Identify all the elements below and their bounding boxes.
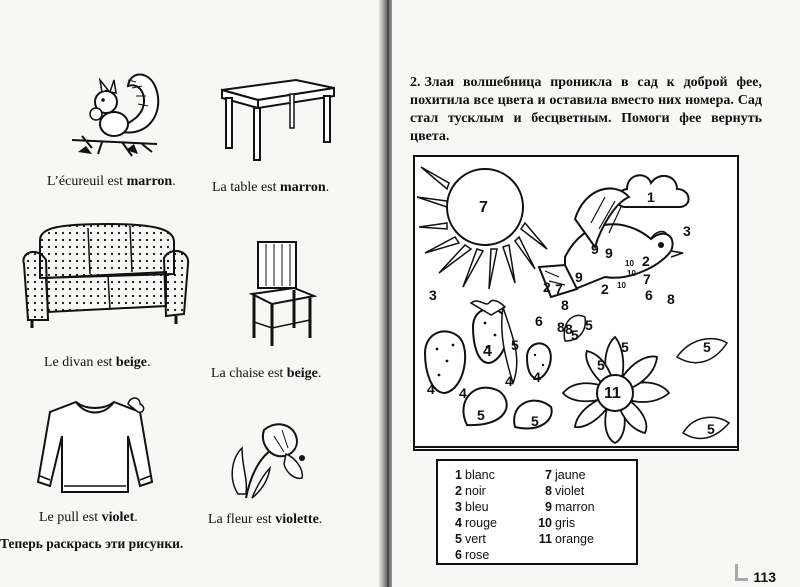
legend-color: vert xyxy=(465,532,486,546)
number-bird: 2 xyxy=(642,253,650,269)
number-leaf: 5 xyxy=(477,407,485,423)
legend-item xyxy=(448,467,497,483)
legend-column-2 xyxy=(538,467,595,547)
number-wing: 8 xyxy=(565,321,573,337)
legend-color: rose xyxy=(465,548,490,562)
legend-item xyxy=(448,499,497,515)
number-sky-left: 3 xyxy=(429,287,437,303)
page-number: 113 xyxy=(753,569,776,585)
squirrel-picture xyxy=(62,62,170,162)
legend-color: noir xyxy=(465,484,486,498)
legend-color: violet xyxy=(555,484,585,498)
number-bird: 7 xyxy=(643,271,651,287)
caption-color: beige xyxy=(115,355,148,370)
number-leaf: 5 xyxy=(597,357,605,373)
legend-number: 6 xyxy=(455,548,462,562)
legend-number: 4 xyxy=(455,516,462,530)
left-page xyxy=(0,0,384,587)
number-leaf: 5 xyxy=(585,317,593,333)
legend-item xyxy=(448,515,497,531)
legend-color: jaune xyxy=(555,468,586,482)
number-leaf: 5 xyxy=(571,327,579,343)
caption-text: La fleur est xyxy=(208,512,276,527)
caption-punct: . xyxy=(317,366,322,381)
number-leaf: 5 xyxy=(531,413,539,429)
right-page xyxy=(392,0,800,587)
coloring-lineart xyxy=(415,157,737,449)
caption-color: beige xyxy=(286,366,318,381)
caption-text: Le divan est xyxy=(44,355,116,370)
sweater-picture xyxy=(36,396,154,500)
legend-item xyxy=(538,499,595,515)
number-strawberry: 4 xyxy=(459,385,467,401)
table-picture xyxy=(218,74,338,164)
number-bird: 9 xyxy=(591,241,599,257)
number-leaf: 5 xyxy=(511,337,519,353)
legend-color: orange xyxy=(555,532,594,546)
task-text xyxy=(410,74,762,146)
legend-number: 7 xyxy=(545,468,552,482)
caption-punct: . xyxy=(318,512,323,527)
number-sun: 7 xyxy=(479,199,488,216)
number-tail: 2 xyxy=(543,279,551,295)
sofa-picture xyxy=(18,216,194,334)
number-strawberry: 4 xyxy=(483,343,492,360)
legend-column-1 xyxy=(448,467,497,563)
number-bud: 8 xyxy=(557,319,565,335)
number-tail: 7 xyxy=(555,281,563,297)
legend-item xyxy=(538,483,595,499)
number-bird: 8 xyxy=(667,291,675,307)
task-number: 2. xyxy=(410,75,421,90)
legend-color: marron xyxy=(555,500,595,514)
legend-number: 3 xyxy=(455,500,462,514)
legend-number: 1 xyxy=(455,468,462,482)
chair-picture xyxy=(248,238,318,348)
caption-chair xyxy=(211,366,321,382)
caption-color: violette xyxy=(275,512,319,527)
number-tail: 8 xyxy=(561,297,569,313)
number-bird: 9 xyxy=(605,245,613,261)
legend-item xyxy=(448,547,497,563)
legend-item xyxy=(538,515,595,531)
number-bird: 10 xyxy=(617,281,626,290)
legend-number: 9 xyxy=(545,500,552,514)
caption-sweater xyxy=(39,510,138,526)
caption-color: marron xyxy=(126,174,173,189)
caption-color: marron xyxy=(280,180,326,195)
number-bird: 6 xyxy=(645,287,653,303)
number-sky-right: 3 xyxy=(683,223,691,239)
legend-number: 5 xyxy=(455,532,462,546)
flower-picture xyxy=(224,418,314,504)
caption-text: L’écureuil est xyxy=(47,174,127,189)
caption-punct: . xyxy=(325,180,330,195)
legend-item xyxy=(538,531,595,547)
legend-color: rouge xyxy=(465,516,497,530)
number-wing: 6 xyxy=(535,313,543,329)
legend-color: gris xyxy=(555,516,576,530)
caption-text: La table est xyxy=(212,180,281,195)
number-leaf: 5 xyxy=(703,339,711,355)
number-cloud: 1 xyxy=(647,189,655,205)
coloring-instruction: Теперь раскрась эти рисунки. xyxy=(0,536,184,551)
legend-item xyxy=(448,483,497,499)
caption-flower xyxy=(208,512,322,528)
caption-punct: . xyxy=(172,174,176,189)
legend-number: 10 xyxy=(538,516,552,530)
task-body: Злая волшебница проникла в сад к доброй фее, похитила все цвета и оставила вместо них номера. Сад стал тусклым и бесцветным. Помоги фее вернуть цвета. xyxy=(410,75,762,144)
number-bird: 2 xyxy=(601,281,609,297)
color-legend xyxy=(436,459,638,565)
number-strawberry: 4 xyxy=(533,369,541,385)
legend-color: bleu xyxy=(465,500,489,514)
number-leaf: 5 xyxy=(621,339,629,355)
caption-squirrel xyxy=(47,174,176,190)
legend-number: 11 xyxy=(538,532,552,546)
number-flower-center: 11 xyxy=(604,385,621,402)
caption-punct: . xyxy=(147,355,151,370)
number-bird: 10 xyxy=(627,269,636,278)
legend-number: 8 xyxy=(545,484,552,498)
number-strawberry: 4 xyxy=(427,381,435,397)
legend-item xyxy=(538,467,595,483)
caption-table xyxy=(212,180,329,196)
number-bird: 9 xyxy=(575,269,583,285)
coloring-picture xyxy=(413,155,739,451)
legend-number: 2 xyxy=(455,484,462,498)
caption-sofa xyxy=(44,355,151,371)
legend-color: blanc xyxy=(465,468,495,482)
publisher-logo-icon xyxy=(735,564,748,581)
caption-punct: . xyxy=(134,510,138,525)
number-bird: 10 xyxy=(625,259,634,268)
number-strawberry: 4 xyxy=(505,373,513,389)
legend-item xyxy=(448,531,497,547)
caption-text: La chaise est xyxy=(211,366,287,381)
number-leaf: 5 xyxy=(707,421,715,437)
caption-color: violet xyxy=(101,510,135,525)
caption-text: Le pull est xyxy=(39,510,102,525)
